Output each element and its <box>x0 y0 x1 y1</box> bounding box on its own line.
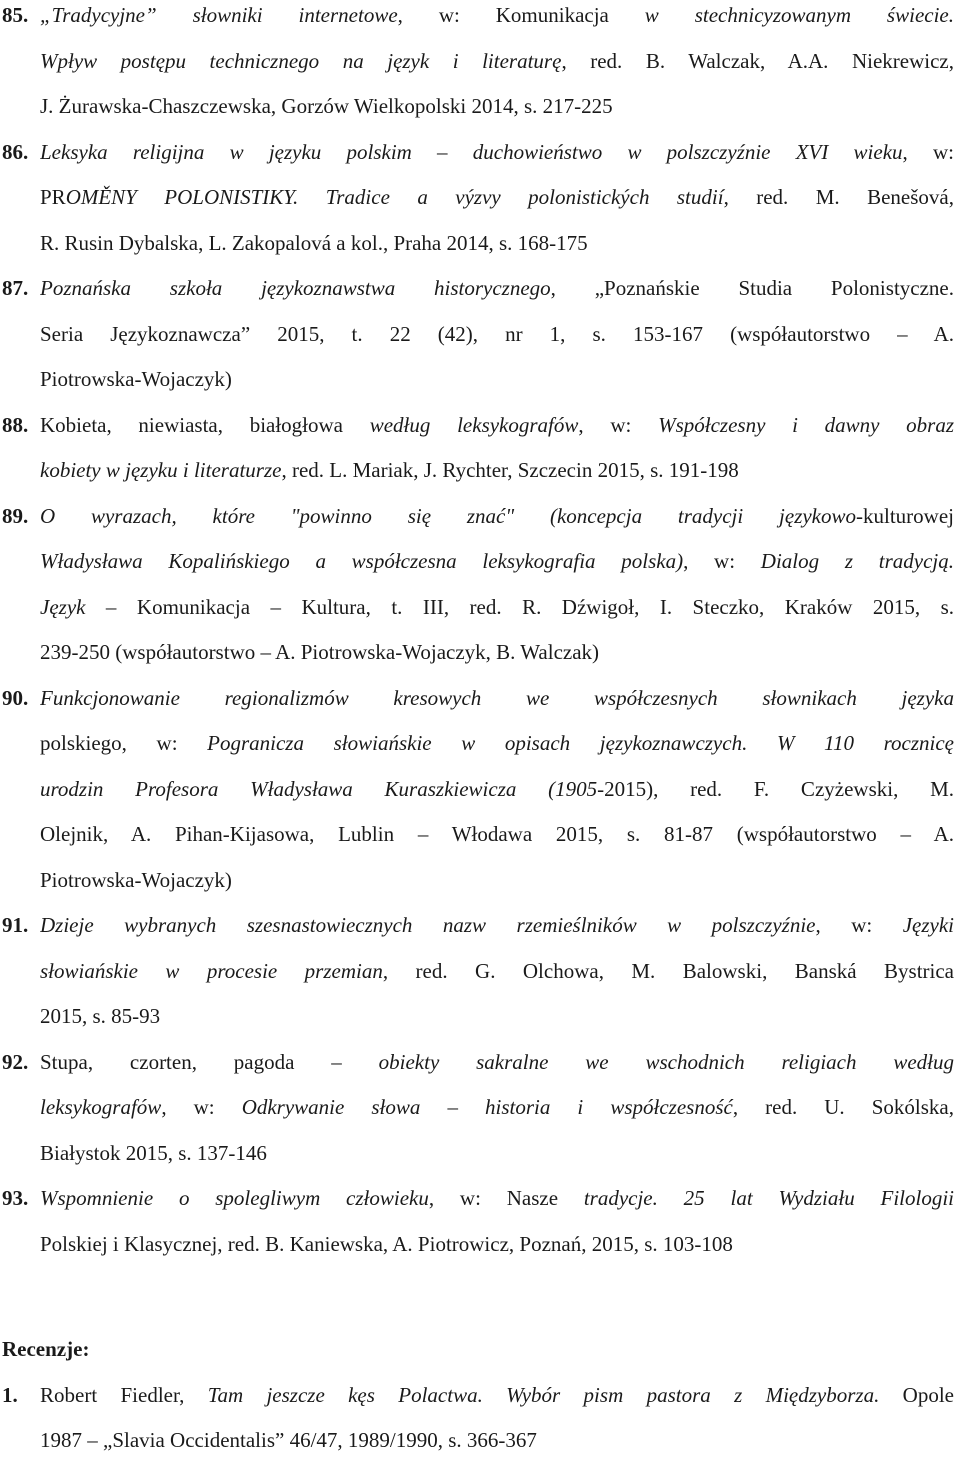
text-segment: , w: Komunikacja <box>397 3 645 27</box>
text-segment: Kobieta, niewiasta, białogłowa <box>40 412 370 437</box>
review-line <box>40 1373 954 1419</box>
reviews-heading: Recenzje: <box>2 1337 90 1361</box>
text-segment: , red. G. Olchowa, M. Balowski, Banská Bystrica <box>382 958 954 983</box>
text-segment: 239-250 (współautorstwo – A. Piotrowska-Wojaczyk, B. Walczak) <box>40 640 600 664</box>
italic-text: Tam jeszcze kęs Polactwa. Wybór pism pastora z Międzyborza. <box>207 1382 880 1407</box>
italic-text: w stechnicyzowanym świecie. <box>644 3 954 27</box>
review-entry <box>0 1373 954 1464</box>
publication-number: 89. <box>2 503 29 528</box>
publication-number: 90. <box>2 685 29 710</box>
review-line <box>40 1418 954 1464</box>
publication-entry <box>0 1176 954 1267</box>
publication-line <box>40 221 954 267</box>
publication-line <box>40 494 954 540</box>
publication-line <box>40 994 954 1040</box>
text-segment: J. Żurawska-Chaszczewska, Gorzów Wielkopolski 2014, s. 217-225 <box>40 94 613 118</box>
reviews-list <box>0 1373 954 1464</box>
text-segment: , red. L. Mariak, J. Rychter, Szczecin 2015, s. 191-198 <box>281 458 739 482</box>
publication-line <box>40 403 954 449</box>
publication-entry <box>0 0 954 130</box>
publication-line <box>40 130 954 176</box>
publication-number: 88. <box>2 412 29 437</box>
text-segment: , w: <box>578 412 659 437</box>
text-segment: , w: <box>902 139 954 164</box>
text-segment: Piotrowska-Wojaczyk) <box>40 367 232 391</box>
text-segment: Stupa, czorten, pagoda – <box>40 1049 379 1074</box>
section-gap <box>0 1267 954 1327</box>
text-segment: , red. B. Walczak, A.A. Niekrewicz, <box>561 48 954 73</box>
text-segment: PR <box>40 185 66 209</box>
publication-entry <box>0 403 954 494</box>
italic-text: słowiańskie w procesie przemian <box>40 958 383 983</box>
italic-text: Języki <box>902 913 954 937</box>
publication-number: 93. <box>2 1186 29 1210</box>
italic-text: O wyrazach, które "powinno się znać" (koncepcja tradycji językowo- <box>40 503 864 528</box>
publication-line <box>40 721 954 767</box>
text-segment: , w: Nasze <box>428 1186 584 1210</box>
italic-text: leksykografów <box>40 1095 162 1119</box>
text-segment: , w: <box>683 549 761 573</box>
publication-line <box>40 175 954 221</box>
publication-number: 87. <box>2 276 29 300</box>
italic-text: Dzieje wybranych szesnastowiecznych nazw rzemieślników w polszczyźnie <box>40 913 816 937</box>
publication-entry <box>0 130 954 267</box>
publication-number: 85. <box>2 3 29 27</box>
italic-text: Współczesny i dawny obraz <box>658 412 954 437</box>
publication-line <box>40 858 954 904</box>
italic-text: według leksykografów <box>369 412 579 437</box>
text-segment: R. Rusin Dybalska, L. Zakopalová a kol., Praha 2014, s. 168-175 <box>40 230 588 255</box>
italic-text: Dialog z tradycją. <box>760 549 954 573</box>
publication-line <box>40 448 954 494</box>
italic-text: urodzin Profesora Władysława Kuraszkiewicza (1905- <box>40 776 605 801</box>
publication-entry <box>0 903 954 1040</box>
text-segment: , w: <box>161 1095 242 1119</box>
text-segment: 2015), red. F. Czyżewski, M. <box>604 776 954 801</box>
text-segment: Białystok 2015, s. 137-146 <box>40 1140 267 1165</box>
italic-text: Władysława Kopalińskiego a współczesna leksykografia polska) <box>40 549 684 573</box>
publication-line <box>40 0 954 39</box>
text-segment: , w: <box>815 913 903 937</box>
italic-text: Wpływ postępu technicznego na język i literaturę <box>40 48 562 73</box>
publication-line <box>40 84 954 130</box>
publication-line <box>40 312 954 358</box>
publication-number: 91. <box>2 913 29 937</box>
publication-line <box>40 1040 954 1086</box>
text-segment: 1987 – „Slavia Occidentalis” 46/47, 1989/1990, s. 366-367 <box>40 1428 537 1452</box>
publication-entry <box>0 266 954 403</box>
publication-line <box>40 1131 954 1177</box>
publication-line <box>40 539 954 585</box>
text-segment: , „Poznańskie Studia Polonistyczne. <box>550 276 954 300</box>
text-segment: polskiego, w: <box>40 731 208 755</box>
italic-text: OMĚNY POLONISTIKY. Tradice a výzvy polonistických studií <box>65 185 724 209</box>
text-segment: Polskiej i Klasycznej, red. B. Kaniewska, A. Piotrowicz, Poznań, 2015, s. 103-108 <box>40 1231 733 1256</box>
publication-line <box>40 812 954 858</box>
italic-text: Odkrywanie słowa – historia i współczesność <box>241 1095 733 1119</box>
italic-text: tradycje. 25 lat Wydziału Filologii <box>583 1186 954 1210</box>
publication-line <box>40 630 954 676</box>
publication-line <box>40 39 954 85</box>
publication-line <box>40 949 954 995</box>
text-segment: Piotrowska-Wojaczyk) <box>40 867 232 892</box>
italic-text: Poznańska szkoła językoznawstwa historycznego <box>40 276 551 300</box>
italic-text: Funkcjonowanie regionalizmów kresowych we współczesnych słownikach języka <box>40 685 954 710</box>
publication-line <box>40 266 954 312</box>
publication-line <box>40 903 954 949</box>
review-number: 1. <box>2 1382 18 1407</box>
italic-text: kobiety w języku i literaturze <box>40 458 282 482</box>
publication-line <box>40 585 954 631</box>
text-segment: kulturowej <box>863 503 954 528</box>
italic-text: Leksyka religijna w języku polskim – duchowieństwo w polszczyźnie XVI wieku <box>40 139 903 164</box>
publication-line <box>40 1176 954 1222</box>
publication-entry <box>0 676 954 904</box>
text-segment: – Komunikacja – Kultura, t. III, red. R. Dźwigoł, I. Steczko, Kraków 2015, s. <box>85 594 954 619</box>
publication-line <box>40 1222 954 1268</box>
publication-entry <box>0 1040 954 1177</box>
publication-line <box>40 767 954 813</box>
text-segment: 2015, s. 85-93 <box>40 1004 161 1028</box>
text-segment: , red. M. Benešová, <box>723 185 954 209</box>
italic-text: Język <box>40 594 86 619</box>
text-segment: Robert Fiedler, <box>40 1382 208 1407</box>
italic-text: Pogranicza słowiańskie w opisach językoznawczych. W 110 rocznicę <box>207 731 954 755</box>
publication-line <box>40 1085 954 1131</box>
publication-line <box>40 676 954 722</box>
text-segment: Opole <box>879 1382 954 1407</box>
text-segment: Olejnik, A. Pihan-Kijasowa, Lublin – Włodawa 2015, s. 81-87 (współautorstwo – A. <box>40 822 954 846</box>
publication-line <box>40 357 954 403</box>
italic-text: obiekty sakralne we wschodnich religiach według <box>378 1049 954 1074</box>
publication-entry <box>0 494 954 676</box>
publication-number: 92. <box>2 1049 29 1074</box>
publication-number: 86. <box>2 139 29 164</box>
text-segment: , red. U. Sokólska, <box>732 1095 954 1119</box>
italic-text: „Tradycyjne” słowniki internetowe <box>40 3 398 27</box>
italic-text: Wspomnienie o spolegliwym człowieku <box>40 1186 429 1210</box>
text-segment: Seria Językoznawcza” 2015, t. 22 (42), nr 1, s. 153-167 (współautorstwo – A. <box>40 321 954 346</box>
